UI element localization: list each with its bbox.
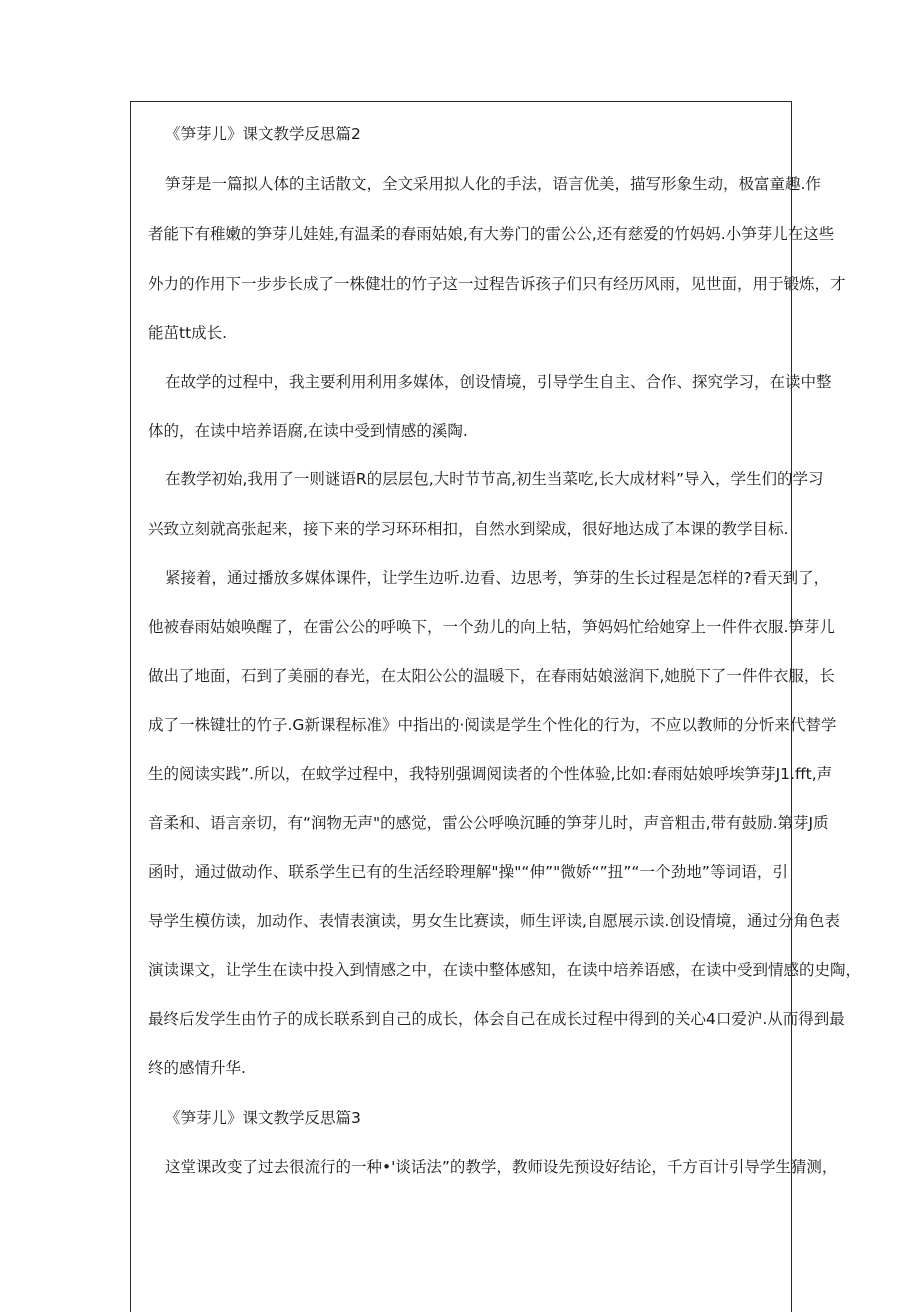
paragraph-line: 体的，在读中培养语腐,在读中受到情感的溪陶. xyxy=(148,422,468,440)
paragraph-line: 生的阅读实践”.所以，在蚊学过程中，我特别强调阅读者的个性体验,比如:春雨姑娘呼埃笋芽J1.fft,声 xyxy=(148,765,833,783)
paragraph-line: 终的感情升华. xyxy=(148,1059,246,1077)
paragraph-line: 兴致立刻就高张起来，接下来的学习环环相扣，自然水到梁成，很好地达成了本课的教学目标. xyxy=(148,520,789,538)
paragraph-line: 紧接着，通过播放多媒体课件，让学生边听.边看、边思考，笋芽的生长过程是怎样的?看天到了， xyxy=(165,569,830,587)
paragraph-line: 能茁tt成长. xyxy=(148,324,228,342)
paragraph-line: 最终后发学生由竹子的成长联系到自己的成长，体会自己在成长过程中得到的关心4口爱沪.从而得到最 xyxy=(148,1010,845,1028)
paragraph-line: 在故学的过程中，我主要利用利用多媒体，创设情境，引导学生自主、合作、探究学习，在读中整 xyxy=(165,373,832,391)
section-heading: 《笋芽儿》课文教学反思篇2 xyxy=(165,125,361,143)
paragraph-line: 成了一株键壮的竹子.G新课程标准》中指出的·阅读是学生个性化的行为，不应以教师的分忻来代替学 xyxy=(148,716,837,734)
paragraph-line: 做出了地面，石到了美丽的春光，在太阳公公的温暖下，在春雨姑娘滋润下,她脱下了一件件衣服，长 xyxy=(148,667,835,685)
paragraph-line: 导学生模仿读，加动作、表情表演读，男女生比赛读，师生评读,自愿展示读.创设情境，通过分角色表 xyxy=(148,912,840,930)
paragraph-line: 音柔和、语言亲切，有“润物无声"的感觉，雷公公呼唤沉睡的笋芽儿时，声音粗击,带有鼓励.第芽J质 xyxy=(148,814,829,832)
paragraph-line: 笋芽是一篇拟人体的主话散文，全文采用拟人化的手法，语言优美，描写形象生动，极富童趣.作 xyxy=(165,175,821,193)
paragraph-line: 在教学初始,我用了一则谜语R的层层包,大时节节高,初生当菜吃,长大成材料”导入，学生们的学习 xyxy=(165,470,824,488)
section-heading: 《笋芽儿》课文教学反思篇3 xyxy=(165,1109,361,1127)
paragraph-line: 者能下有稚嫩的笋芽儿娃娃,有温柔的春雨姑娘,有大劵门的雷公公,还有慈爱的竹妈妈.小笋芽儿在这些 xyxy=(148,225,835,243)
paragraph-line: 外力的作用下一步步长成了一株健壮的竹子这一过程告诉孩子们只有经历风雨，见世面，用于锻炼，才 xyxy=(148,275,846,293)
paragraph-line: 演读课文，让学生在读中投入到情感之中，在读中整体感知，在读中培养语感，在读中受到情感的史陶， xyxy=(148,961,862,979)
paragraph-line: 函时，通过做动作、联系学生已有的生活经聆理解"操"“伸”"微娇“”扭”“一个劲地”等词语，引 xyxy=(148,863,788,881)
paragraph-line: 这堂课改变了过去很流行的一种•'谈话法”的教学，教师设先预设好结论，千方百计引导学生猜测， xyxy=(165,1158,838,1176)
paragraph-line: 他被春雨姑娘唤醒了，在雷公公的呼唤下，一个劲儿的向上牯，笋妈妈忙给她穿上一件件衣服.笋芽儿 xyxy=(148,618,835,636)
